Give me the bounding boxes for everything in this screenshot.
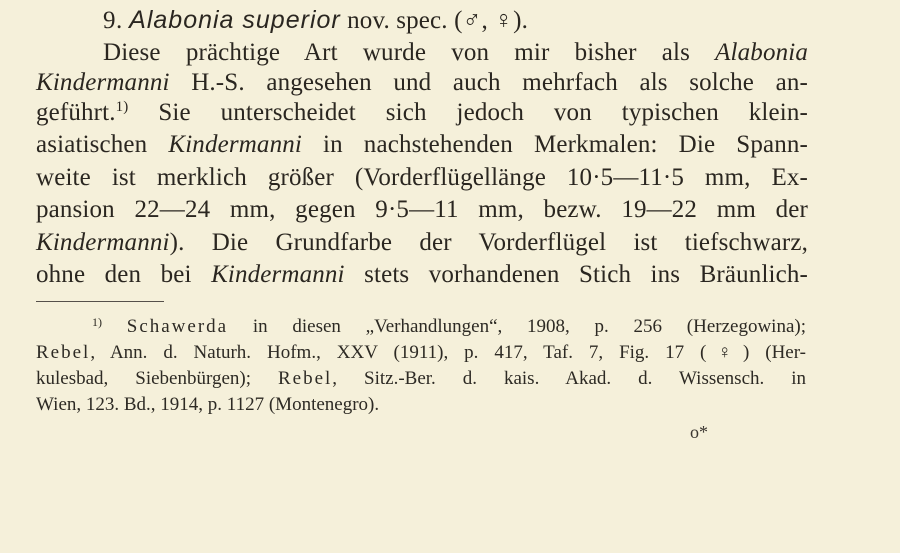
footnote-line — [36, 366, 806, 392]
body-line — [103, 38, 808, 68]
body-line — [36, 68, 808, 98]
body-line — [36, 228, 808, 258]
footnote-text-segment — [102, 316, 127, 337]
footnote-rule — [36, 301, 164, 302]
body-text-segment: Sie unterscheidet sich jedoch von typischen klein- — [128, 99, 808, 126]
body-text-segment: asiatischen — [36, 131, 169, 158]
body-text-segment: in nachstehenden Merkmalen: Die Spann- — [301, 131, 808, 158]
body-text-segment: weite ist merklich größer (Vorderflügellänge 10·5—11·5 mm, Ex- — [36, 164, 808, 191]
species-number: 9. — [103, 7, 123, 34]
footnote-text-segment: Schawerda — [126, 316, 229, 337]
footnote-text-segment: Wien, 123. Bd., 1914, p. 1127 (Montenegro). — [36, 394, 380, 415]
footnote-text-segment: , Ann. d. Naturh. Hofm., XXV (1911), p. 417, Taf. 7, Fig. 17 (♀) (Her- — [90, 342, 806, 363]
footnote-text-segment: kulesbad, Siebenbürgen); — [36, 368, 278, 389]
body-text-segment: Kindermanni — [211, 261, 345, 288]
species-name: Alabonia superior — [129, 6, 341, 34]
body-text-segment: Kindermanni — [36, 69, 170, 96]
body-line — [36, 130, 808, 160]
body-text-segment: stets vorhandenen Stich ins Bräunlich- — [344, 261, 809, 288]
body-text-segment: Alabonia — [715, 39, 808, 66]
body-text-segment: geführt. — [36, 99, 116, 126]
body-text-segment: ). Die Grundfarbe der Vorderflügel ist tiefschwarz, — [169, 229, 808, 256]
species-sexes: (♂, ♀). — [454, 7, 529, 34]
footnote-text-segment: 1) — [92, 315, 102, 329]
body-line — [36, 260, 808, 290]
body-text-segment: Diese prächtige Art wurde von mir bisher als — [103, 39, 716, 66]
footnote-text-segment: Rebel — [36, 342, 91, 363]
footnote-text-segment: Rebel — [277, 368, 333, 389]
signature-mark: o* — [690, 422, 708, 442]
body-line — [36, 195, 808, 225]
footnote-line — [92, 314, 806, 340]
species-status: nov. spec. — [347, 7, 448, 34]
body-text-segment: pansion 22—24 mm, gegen 9·5—11 mm, bezw. 19—22 mm der — [36, 196, 808, 223]
body-text-segment: H.-S. angesehen und auch mehrfach als solche an- — [169, 69, 808, 96]
footnote-text-segment: , Sitz.-Ber. d. kais. Akad. d. Wissensch. in — [332, 368, 806, 389]
body-line — [36, 163, 808, 193]
footnote-line — [36, 340, 806, 366]
footnote-text-segment: in diesen „Verhandlungen“, 1908, p. 256 (Herzegowina); — [228, 316, 807, 337]
body-text-segment: Kindermanni — [168, 131, 302, 158]
species-heading — [103, 5, 803, 36]
body-text-segment: Kindermanni — [36, 229, 170, 256]
body-line — [36, 98, 808, 128]
body-text-segment: 1) — [115, 99, 129, 115]
body-text-segment: ohne den bei — [36, 261, 212, 288]
footnote-line — [36, 392, 466, 418]
